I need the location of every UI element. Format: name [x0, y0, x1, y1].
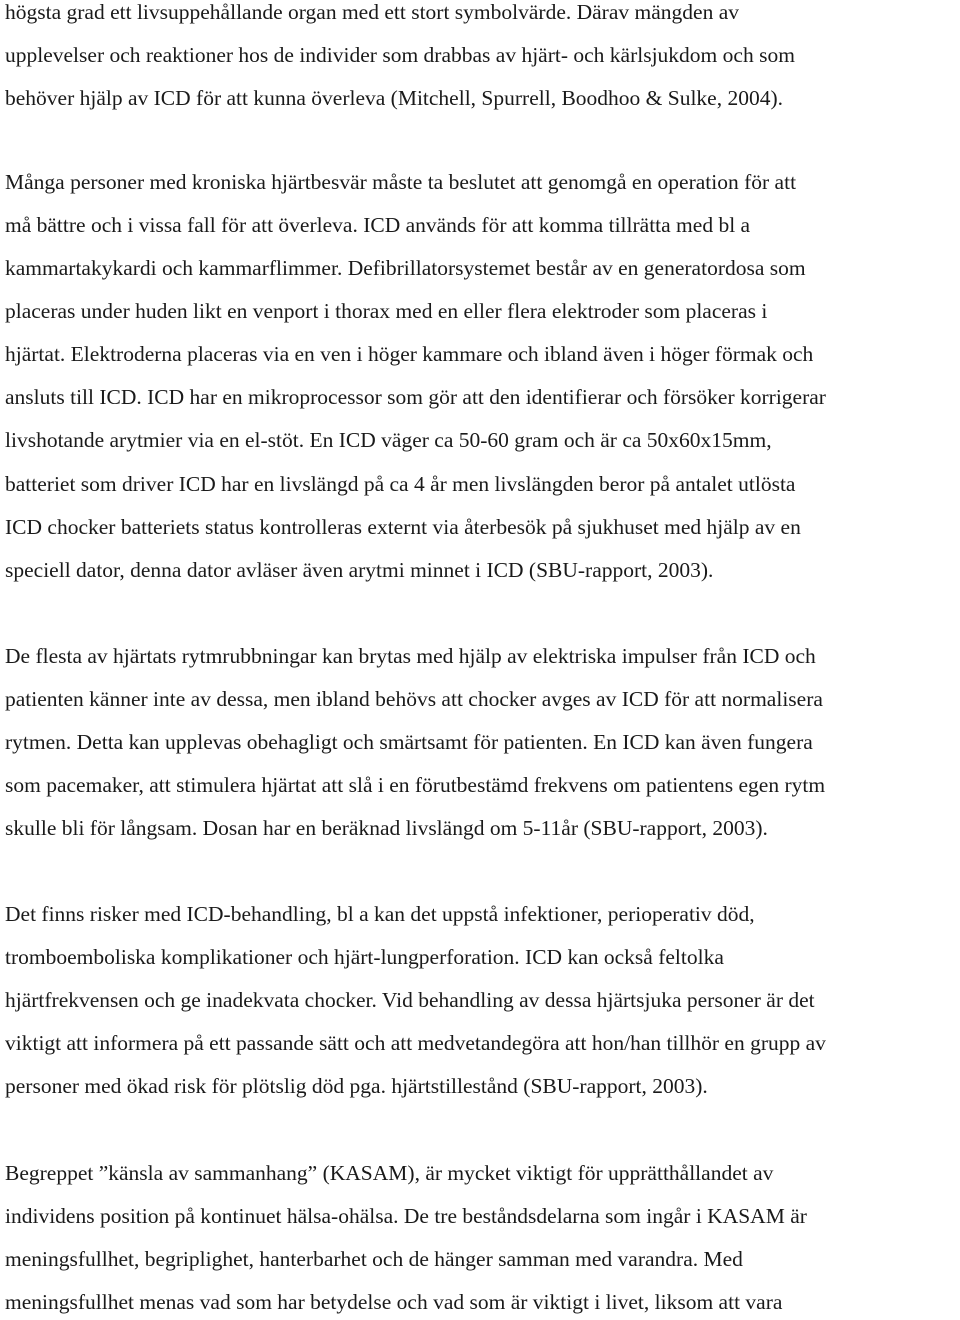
text-line: rytmen. Detta kan upplevas obehagligt och smärtsamt för patienten. En ICD kan även fungera — [5, 730, 813, 754]
text-line: tromboemboliska komplikationer och hjärt-lungperforation. ICD kan också feltolka — [5, 945, 724, 969]
text-line: Det finns risker med ICD-behandling, bl a kan det uppstå infektioner, perioperativ död, — [5, 902, 755, 926]
text-line: ICD chocker batteriets status kontrolleras externt via återbesök på sjukhuset med hjälp av en — [5, 515, 801, 539]
text-line: kammartakykardi och kammarflimmer. Defibrillatorsystemet består av en generatordosa som — [5, 256, 806, 280]
text-line: speciell dator, denna dator avläser även arytmi minnet i ICD (SBU-rapport, 2003). — [5, 558, 714, 582]
text-line: placeras under huden likt en venport i thorax med en eller flera elektroder som placeras i — [5, 299, 768, 323]
text-line: hjärtfrekvensen och ge inadekvata chocker. Vid behandling av dessa hjärtsjuka personer är det — [5, 988, 815, 1012]
text-line: Många personer med kroniska hjärtbesvär måste ta beslutet att genomgå en operation för att — [5, 170, 797, 194]
text-line: högsta grad ett livsuppehållande organ med ett stort symbolvärde. Därav mängden av — [5, 0, 739, 24]
text-line: som pacemaker, att stimulera hjärtat att slå i en förutbestämd frekvens om patientens egen rytm — [5, 773, 826, 797]
text-line: De flesta av hjärtats rytmrubbningar kan brytas med hjälp av elektriska impulser från ICD och — [5, 644, 816, 668]
text-line: personer med ökad risk för plötslig död pga. hjärtstillestånd (SBU-rapport, 2003). — [5, 1074, 708, 1098]
text-line: ansluts till ICD. ICD har en mikroprocessor som gör att den identifierar och försöker korrigerar — [5, 385, 826, 409]
text-line: viktigt att informera på ett passande sätt och att medvetandegöra att hon/han tillhör en grupp av — [5, 1031, 826, 1055]
text-line: individens position på kontinuet hälsa-ohälsa. De tre beståndsdelarna som ingår i KASAM är — [5, 1204, 807, 1228]
text-line: meningsfullhet, begriplighet, hanterbarhet och de hänger samman med varandra. Med — [5, 1247, 743, 1271]
text-line: meningsfullhet menas vad som har betydelse och vad som är viktigt i livet, liksom att vara — [5, 1290, 783, 1314]
text-line: skulle bli för långsam. Dosan har en beräknad livslängd om 5-11år (SBU-rapport, 2003). — [5, 816, 768, 840]
text-line: må bättre och i vissa fall för att överleva. ICD används för att komma tillrätta med bl a — [5, 213, 751, 237]
text-line: batteriet som driver ICD har en livslängd på ca 4 år men livslängden beror på antalet utlösta — [5, 472, 796, 496]
text-line: hjärtat. Elektroderna placeras via en ven i höger kammare och ibland även i höger förmak och — [5, 342, 814, 366]
text-line: behöver hjälp av ICD för att kunna överleva (Mitchell, Spurrell, Boodhoo & Sulke, 2004). — [5, 86, 784, 110]
text-line: upplevelser och reaktioner hos de individer som drabbas av hjärt- och kärlsjukdom och som — [5, 43, 795, 67]
text-line: livshotande arytmier via en el-stöt. En ICD väger ca 50-60 gram och är ca 50x60x15mm, — [5, 428, 772, 452]
text-line: patienten känner inte av dessa, men ibland behövs att chocker avges av ICD för att normalisera — [5, 687, 823, 711]
text-line: Begreppet ”känsla av sammanhang” (KASAM), är mycket viktigt för upprätthållandet av — [5, 1161, 774, 1185]
